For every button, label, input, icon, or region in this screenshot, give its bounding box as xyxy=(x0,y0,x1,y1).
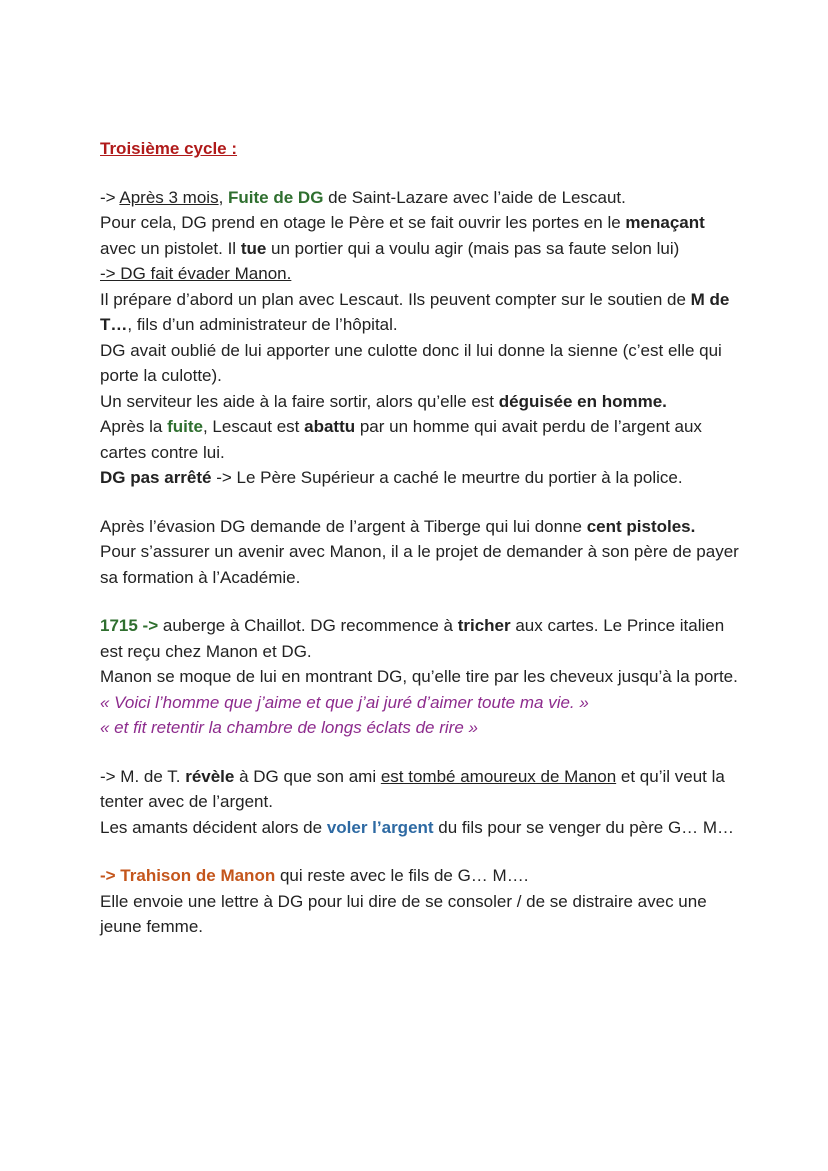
paragraph-serviteur xyxy=(100,389,740,415)
paragraph-culotte: DG avait oublié de lui apporter une culotte donc il lui donne la sienne (c’est elle qui porte la culotte). xyxy=(100,340,722,385)
quote-eclats-de-rire: « et fit retentir la chambre de longs éclats de rire » xyxy=(100,718,478,737)
otage-text-a: Pour cela, DG prend en otage le Père et se fait ouvrir les portes en le xyxy=(100,213,626,232)
paragraph-evasion-manon: -> DG fait évader Manon. xyxy=(100,264,292,283)
after-3-months: Après 3 mois xyxy=(119,187,219,207)
year-1715-highlight: 1715 -> xyxy=(100,616,159,635)
chaillot-text-a: auberge à Chaillot. DG recommence à xyxy=(158,616,458,635)
tiberge-text: Après l’évasion DG demande de l’argent à Tiberge qui lui donne xyxy=(100,516,587,536)
tue-bold: tue xyxy=(240,238,267,258)
fuite-de-dg-highlight: Fuite de DG xyxy=(228,187,324,207)
chaillot-text-b: aux cartes. Le Prince italien est reçu chez Manon et DG. xyxy=(100,616,725,661)
section-title: Troisième cycle : xyxy=(100,139,238,158)
paragraph-lescaut-abattu xyxy=(100,414,740,465)
otage-text-c: un portier qui a voulu agir (mais pas sa faute selon lui) xyxy=(266,238,680,258)
paragraph-otage xyxy=(100,210,740,261)
paragraph-academie: Pour s’assurer un avenir avec Manon, il a le projet de demander à son père de payer sa formation à l’Académie. xyxy=(100,542,739,587)
revele-text-b: à DG que son ami xyxy=(234,766,381,786)
arrow-text: -> xyxy=(100,187,120,207)
voler-text-a: Les amants décident alors de xyxy=(100,817,327,837)
paragraph-moque: Manon se moque de lui en montrant DG, qu’elle tire par les cheveux jusqu’à la porte. xyxy=(100,667,738,686)
m-de-t-bold: M de T… xyxy=(100,289,730,334)
paragraph-lettre: Elle envoie une lettre à DG pour lui dire de se consoler / de se distraire avec une jeune femme. xyxy=(100,891,707,936)
menacant-bold: menaçant xyxy=(625,213,705,232)
pas-arrete-rest: -> Le Père Supérieur a caché le meurtre du portier à la police. xyxy=(211,468,683,487)
paragraph-chaillot xyxy=(100,613,740,664)
revele-text-a: -> M. de T. xyxy=(100,766,186,786)
cent-pistoles-bold: cent pistoles. xyxy=(586,516,696,536)
paragraph-trahison xyxy=(100,863,740,889)
dg-pas-arrete-bold: DG pas arrêté xyxy=(100,468,212,487)
comma: , xyxy=(218,187,229,207)
abattu-text-a: Après la xyxy=(100,417,168,436)
revele-text-c: et qu’il veut la tenter avec de l’argent. xyxy=(100,766,725,811)
tricher-bold: tricher xyxy=(457,616,511,635)
document-content xyxy=(100,136,740,940)
otage-text-b: avec un pistolet. Il xyxy=(100,238,241,258)
voler-text-b: du fils pour se venger du père G… M… xyxy=(433,817,735,837)
paragraph-plan xyxy=(100,287,740,338)
paragraph-voler xyxy=(100,815,740,841)
tombe-amoureux-underline: est tombé amoureux de Manon xyxy=(380,766,617,786)
fuite-rest: de Saint-Lazare avec l’aide de Lescaut. xyxy=(323,187,626,207)
paragraph-revele xyxy=(100,764,740,815)
paragraph-tiberge xyxy=(100,514,740,540)
paragraph-fuite xyxy=(100,185,740,211)
abattu-text-c: par un homme qui avait perdu de l’argent aux cartes contre lui. xyxy=(100,417,702,462)
fuite-highlight: fuite xyxy=(167,417,203,436)
revele-bold: révèle xyxy=(185,766,235,786)
serviteur-text: Un serviteur les aide à la faire sortir, alors qu’elle est xyxy=(100,391,499,411)
trahison-rest: qui reste avec le fils de G… M…. xyxy=(275,866,529,885)
deguisee-bold: déguisée en homme. xyxy=(498,391,667,411)
voler-argent-highlight: voler l’argent xyxy=(326,817,434,837)
quote-voici-l-homme: « Voici l’homme que j’aime et que j’ai juré d’aimer toute ma vie. » xyxy=(100,692,589,712)
abattu-bold: abattu xyxy=(304,417,356,436)
plan-text-a: Il prépare d’abord un plan avec Lescaut. Ils peuvent compter sur le soutien de xyxy=(100,289,691,309)
abattu-text-b: , Lescaut est xyxy=(202,417,305,436)
trahison-highlight: -> Trahison de Manon xyxy=(100,866,276,885)
plan-text-b: , fils d’un administrateur de l’hôpital. xyxy=(127,315,398,334)
paragraph-pas-arrete xyxy=(100,465,740,491)
